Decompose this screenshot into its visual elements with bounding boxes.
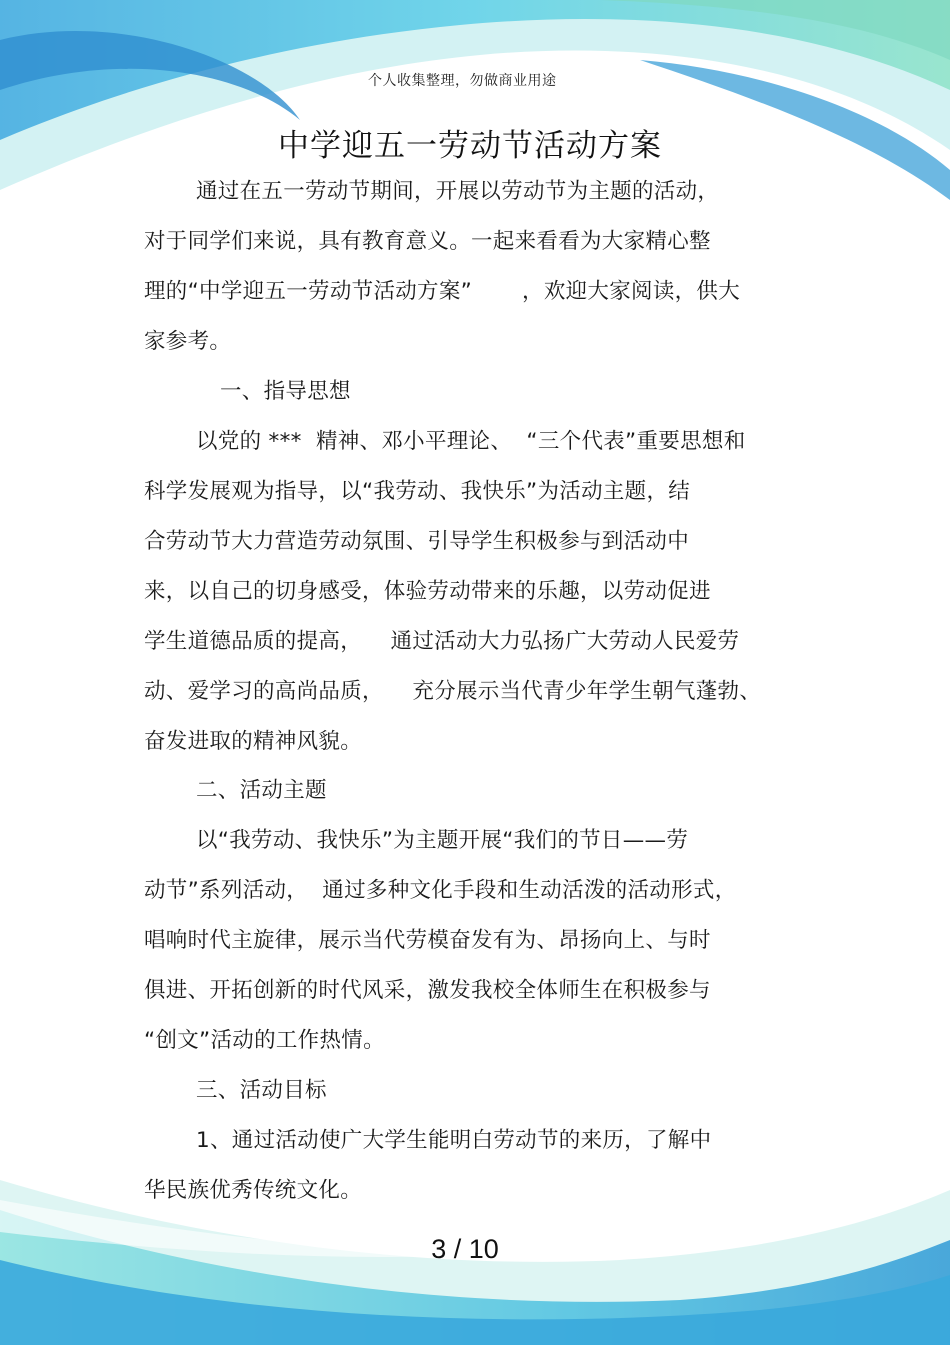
paragraph-line: 动、爱学习的高尚品质， 充分展示当代青少年学生朝气蓬勃、 [144, 679, 762, 704]
paragraph-line: 通过在五一劳动节期间，开展以劳动节为主题的活动， [196, 179, 720, 204]
paragraph-line: 合劳动节大力营造劳动氛围、引导学生积极参与到活动中 [144, 529, 690, 554]
paragraph-line: 科学发展观为指导，以“我劳动、我快乐”为活动主题，结 [144, 479, 691, 504]
paragraph-line: 家参考。 [144, 329, 232, 354]
paragraph-line: 学生道德品质的提高， 通过活动大力弘扬广大劳动人民爱劳 [144, 629, 740, 654]
page-number: 3 / 10 [431, 1234, 499, 1264]
paragraph-line: 动节”系列活动， 通过多种文化手段和生动活泼的活动形式， [144, 878, 737, 903]
paragraph-line: 唱响时代主旋律，展示当代劳模奋发有为、昂扬向上、与时 [144, 928, 711, 953]
paragraph-line: 以“我劳动、我快乐”为主题开展“我们的节日——劳 [196, 828, 689, 853]
section-heading: 三、活动目标 [196, 1078, 327, 1103]
paragraph-line: 对于同学们来说，具有教育意义。一起来看看为大家精心整 [144, 229, 711, 254]
watermark-text: 个人收集整理，勿做商业用途 [368, 73, 557, 89]
paragraph-line: 奋发进取的精神风貌。 [144, 729, 363, 754]
paragraph-line: 俱进、开拓创新的时代风采，激发我校全体师生在积极参与 [144, 978, 711, 1003]
paragraph-line: 来，以自己的切身感受，体验劳动带来的乐趣，以劳动促进 [144, 579, 711, 604]
paragraph-line: 1、通过活动使广大学生能明白劳动节的来历，了解中 [196, 1128, 712, 1153]
paragraph-line: 理的“中学迎五一劳动节活动方案” ，欢迎大家阅读，供大 [144, 279, 741, 304]
paragraph-line: 华民族优秀传统文化。 [144, 1178, 363, 1203]
section-heading: 二、活动主题 [196, 778, 327, 803]
page-title: 中学迎五一劳动节活动方案 [278, 128, 662, 164]
paragraph-line: “创文”活动的工作热情。 [144, 1028, 385, 1053]
section-heading: 一、指导思想 [220, 379, 351, 404]
paragraph-line: 以党的 *** 精神、邓小平理论、 “三个代表”重要思想和 [196, 429, 746, 454]
